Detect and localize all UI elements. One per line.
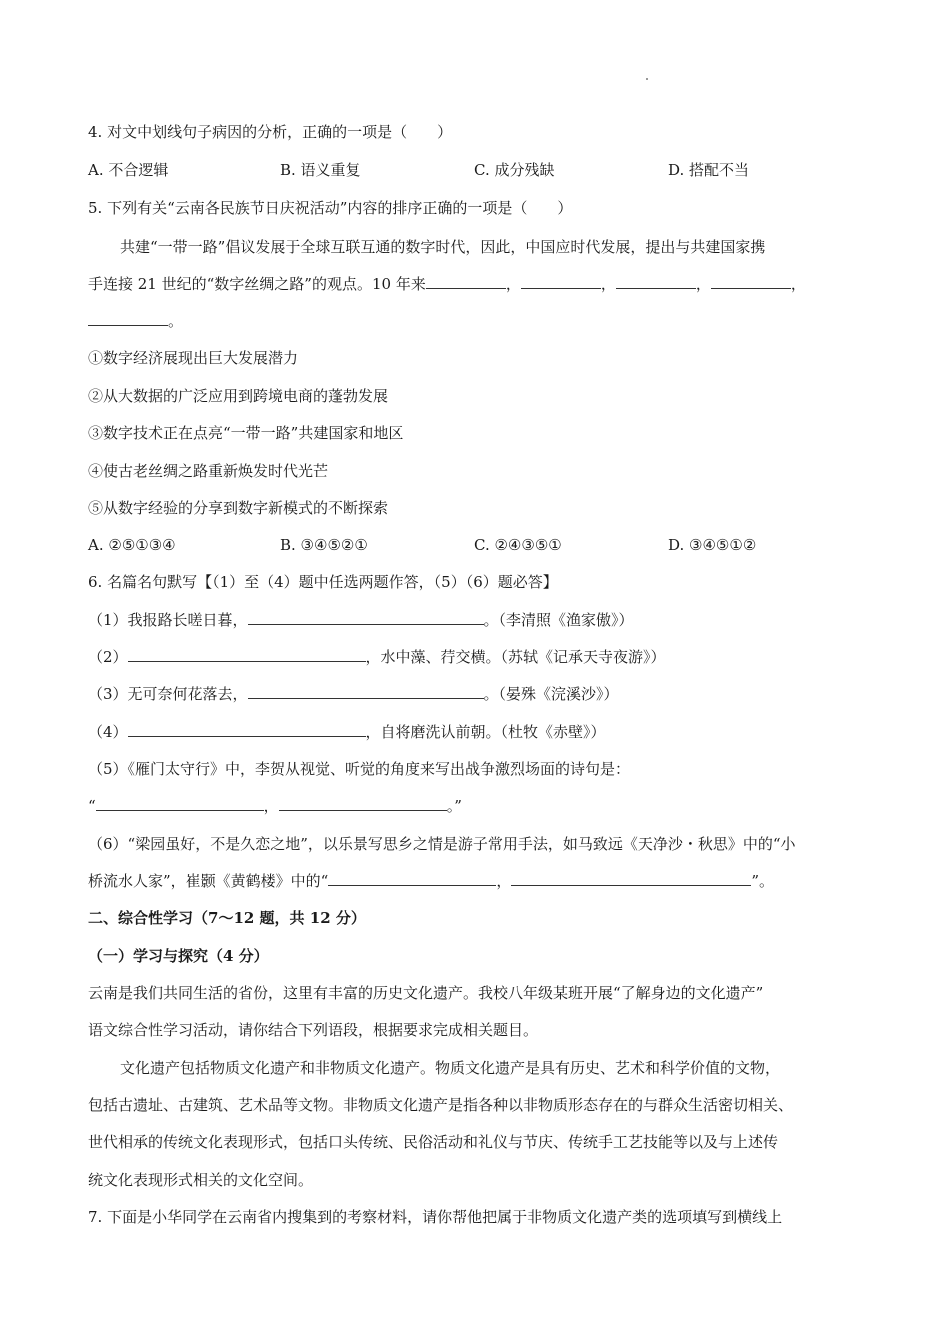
q4-option-a[interactable]: A. 不合逻辑 xyxy=(88,161,169,179)
q6-blank-5a[interactable] xyxy=(96,796,264,811)
q4-option-c[interactable]: C. 成分残缺 xyxy=(474,161,555,179)
comma: ， xyxy=(790,275,806,293)
q5-blank-3[interactable] xyxy=(616,274,696,289)
close-quote: ”。 xyxy=(751,872,775,890)
q6-sub-3-prefix: （3）无可奈何花落去， xyxy=(88,685,248,703)
q5-stem: 5. 下列有关“云南各民族节日庆祝活动”内容的排序正确的一项是（ ） xyxy=(88,199,573,217)
section2-subtitle: （一）学习与探究（4 分） xyxy=(88,947,269,965)
section2-para-line3: 世代相承的传统文化表现形式，包括口头传统、民俗活动和礼仪与节庆、传统手工艺技能等以及与上述传 xyxy=(88,1133,779,1151)
q4-stem: 4. 对文中划线句子病因的分析，正确的一项是（ ） xyxy=(88,123,453,141)
q5-item-5: ⑤从数字经验的分享到数字新模式的不断探索 xyxy=(88,499,389,517)
q6-sub-3-suffix: 。（晏殊《浣溪沙》） xyxy=(483,685,619,703)
q6-blank-6a[interactable] xyxy=(328,871,496,886)
comma: ， xyxy=(695,275,711,293)
open-quote: “ xyxy=(88,797,96,815)
q7-stem: 7. 下面是小华同学在云南省内搜集到的考察材料，请你帮他把属于非物质文化遗产类的选项填写到横线上 xyxy=(88,1208,783,1226)
comma: ， xyxy=(496,872,512,890)
q6-stem: 6. 名篇名句默写【（1）至（4）题中任选两题作答，（5）（6）题必答】 xyxy=(88,573,558,591)
q5-option-c[interactable]: C. ②④③⑤① xyxy=(474,536,562,554)
q5-blank-4[interactable] xyxy=(711,274,791,289)
q4-option-d[interactable]: D. 搭配不当 xyxy=(668,161,750,179)
comma: ， xyxy=(600,275,616,293)
q6-blank-5b[interactable] xyxy=(279,796,447,811)
section2-para-line1: 文化遗产包括物质文化遗产和非物质文化遗产。物质文化遗产是具有历史、艺术和科学价值的文物， xyxy=(120,1059,781,1077)
q6-sub-1 xyxy=(88,610,634,630)
q4-option-b[interactable]: B. 语义重复 xyxy=(280,161,361,179)
q6-sub-2 xyxy=(88,647,666,667)
section2-intro-line1: 云南是我们共同生活的省份，这里有丰富的历史文化遗产。我校八年级某班开展“了解身边的文化遗产” xyxy=(88,984,764,1002)
q5-option-b[interactable]: B. ③④⑤②① xyxy=(280,536,368,554)
q6-sub-2-suffix: ，水中藻、荇交横。（苏轼《记承天寺夜游》） xyxy=(365,648,666,666)
q6-sub-4-prefix: （4） xyxy=(88,723,128,741)
close-quote: 。” xyxy=(446,797,462,815)
q5-item-2: ②从大数据的广泛应用到跨境电商的蓬勃发展 xyxy=(88,387,389,405)
q5-paragraph-line2-text: 手连接 21 世纪的“数字丝绸之路”的观点。10 年来 xyxy=(88,275,426,293)
comma: ， xyxy=(505,275,521,293)
section2-para-line2: 包括古遗址、古建筑、艺术品等文物。非物质文化遗产是指各种以非物质形态存在的与群众生活密切相关、 xyxy=(88,1096,794,1114)
q5-item-1: ①数字经济展现出巨大发展潜力 xyxy=(88,349,299,367)
q5-paragraph-line2 xyxy=(88,274,806,294)
period: 。 xyxy=(168,312,184,330)
q5-option-a[interactable]: A. ②⑤①③④ xyxy=(88,536,176,554)
q5-paragraph-line3 xyxy=(88,311,183,331)
q4-options xyxy=(88,160,878,180)
q5-item-3: ③数字技术正在点亮“一带一路”共建国家和地区 xyxy=(88,424,404,442)
q6-blank-1[interactable] xyxy=(248,610,484,625)
q6-sub-6-line1: （6）“梁园虽好，不是久恋之地”，以乐景写思乡之情是游子常用手法，如马致远《天净沙・秋思》中的“小 xyxy=(88,835,796,853)
q5-blank-5[interactable] xyxy=(88,311,168,326)
section2-intro-line2: 语文综合性学习活动，请你结合下列语段，根据要求完成相关题目。 xyxy=(88,1021,539,1039)
section2-para-line4: 统文化表现形式相关的文化空间。 xyxy=(88,1171,314,1189)
q6-sub-1-suffix: 。（李清照《渔家傲》） xyxy=(483,611,634,629)
q6-blank-4[interactable] xyxy=(128,722,366,737)
q5-option-d[interactable]: D. ③④⑤①② xyxy=(668,536,757,554)
q6-blank-2[interactable] xyxy=(128,647,366,662)
q6-blank-3[interactable] xyxy=(248,684,484,699)
q6-sub-4 xyxy=(88,722,606,742)
q5-blank-2[interactable] xyxy=(521,274,601,289)
q5-blank-1[interactable] xyxy=(426,274,506,289)
comma: ， xyxy=(263,797,279,815)
q6-sub-5: （5）《雁门太守行》中，李贺从视觉、听觉的角度来写出战争激烈场面的诗句是： xyxy=(88,760,631,778)
q6-sub-1-prefix: （1）我报路长嗟日暮， xyxy=(88,611,248,629)
section2-title: 二、综合性学习（7～12 题，共 12 分） xyxy=(88,909,366,927)
q6-sub-6-line2-text: 桥流水人家”，崔颢《黄鹤楼》中的“ xyxy=(88,872,329,890)
q6-sub-6-line2 xyxy=(88,871,774,891)
q6-sub-2-prefix: （2） xyxy=(88,648,128,666)
q6-blank-6b[interactable] xyxy=(511,871,751,886)
q6-sub-5-answer xyxy=(88,796,462,816)
q5-paragraph-line1: 共建“一带一路”倡议发展于全球互联互通的数字时代，因此，中国应时代发展，提出与共建国家携 xyxy=(120,238,766,256)
page-dot xyxy=(646,78,648,80)
q6-sub-4-suffix: ，自将磨洗认前朝。（杜牧《赤壁》） xyxy=(365,723,606,741)
q5-item-4: ④使古老丝绸之路重新焕发时代光芒 xyxy=(88,462,329,480)
q6-sub-3 xyxy=(88,684,619,704)
q5-options xyxy=(88,535,878,555)
